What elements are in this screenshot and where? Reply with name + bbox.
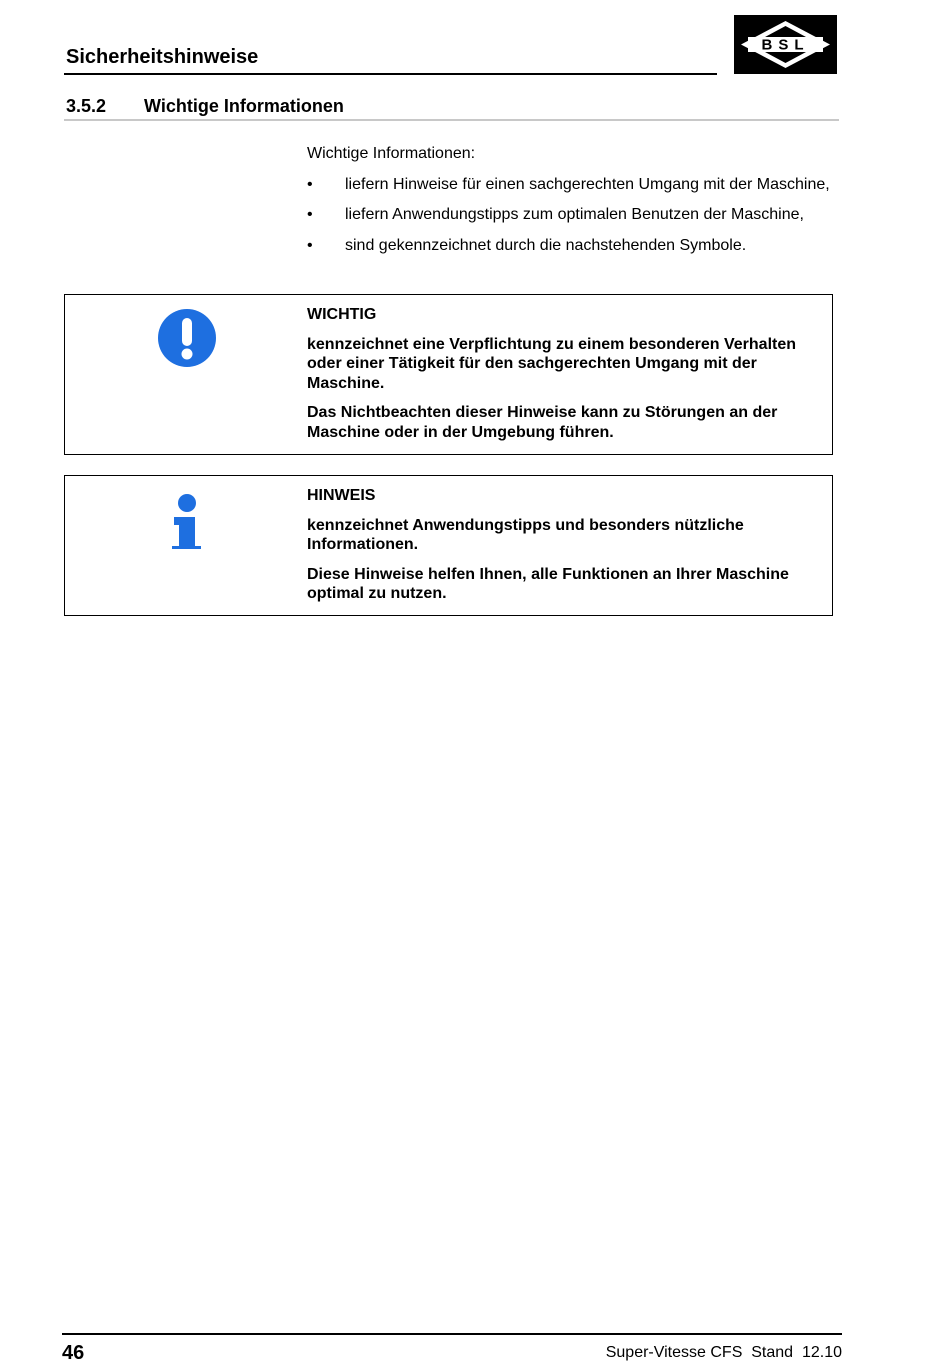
bullet-list: [307, 175, 847, 256]
bsl-logo: [734, 15, 837, 74]
section-divider: [64, 119, 839, 121]
info-icon: [157, 489, 217, 549]
header-divider: [64, 73, 717, 75]
list-item-text: liefern Anwendungstipps zum optimalen Benutzen der Maschine,: [345, 206, 804, 223]
important-notice-title: WICHTIG: [307, 306, 377, 323]
bullet-icon: •: [307, 175, 313, 193]
section-heading: [66, 96, 344, 117]
list-item: [307, 236, 847, 256]
hint-notice-title: HINWEIS: [307, 487, 376, 504]
document-info: Super-Vitesse CFS Stand 12.10: [605, 1344, 842, 1361]
logo-text: BSL: [761, 36, 810, 54]
list-item: [307, 205, 847, 225]
hint-notice-content: [307, 486, 832, 614]
section-number: 3.5.2: [66, 96, 107, 116]
hint-notice-text: kennzeichnet Anwendungstipps und besonders nützliche Informationen.: [307, 516, 744, 553]
footer-divider: [62, 1333, 842, 1335]
exclamation-icon: [157, 308, 217, 368]
list-item-text: liefern Hinweise für einen sachgerechten Umgang mit der Maschine,: [345, 175, 830, 193]
list-item-text: sind gekennzeichnet durch die nachstehenden Symbole.: [345, 236, 747, 254]
hint-notice-box: [64, 475, 833, 616]
header-title: Sicherheitshinweise: [66, 46, 259, 68]
bullet-icon: •: [307, 206, 313, 223]
intro-block: [307, 144, 847, 266]
important-notice-content: [307, 305, 832, 452]
important-notice-box: [64, 294, 833, 455]
bullet-icon: •: [307, 236, 313, 254]
section-title: Wichtige Informationen: [144, 96, 344, 116]
page-number: 46: [62, 1342, 85, 1364]
important-notice-text: Das Nichtbeachten dieser Hinweise kann zu Störungen an der Maschine oder in der Umgebung führen.: [307, 404, 778, 441]
list-item: [307, 175, 847, 195]
hint-notice-text: Diese Hinweise helfen Ihnen, alle Funktionen an Ihrer Maschine optimal zu nutzen.: [307, 565, 789, 602]
intro-text: Wichtige Informationen:: [307, 145, 476, 162]
important-notice-text: kennzeichnet eine Verpflichtung zu einem besonderen Verhalten oder einer Tätigkeit für den sachgerechten Umgang mit der Maschine.: [307, 335, 797, 392]
